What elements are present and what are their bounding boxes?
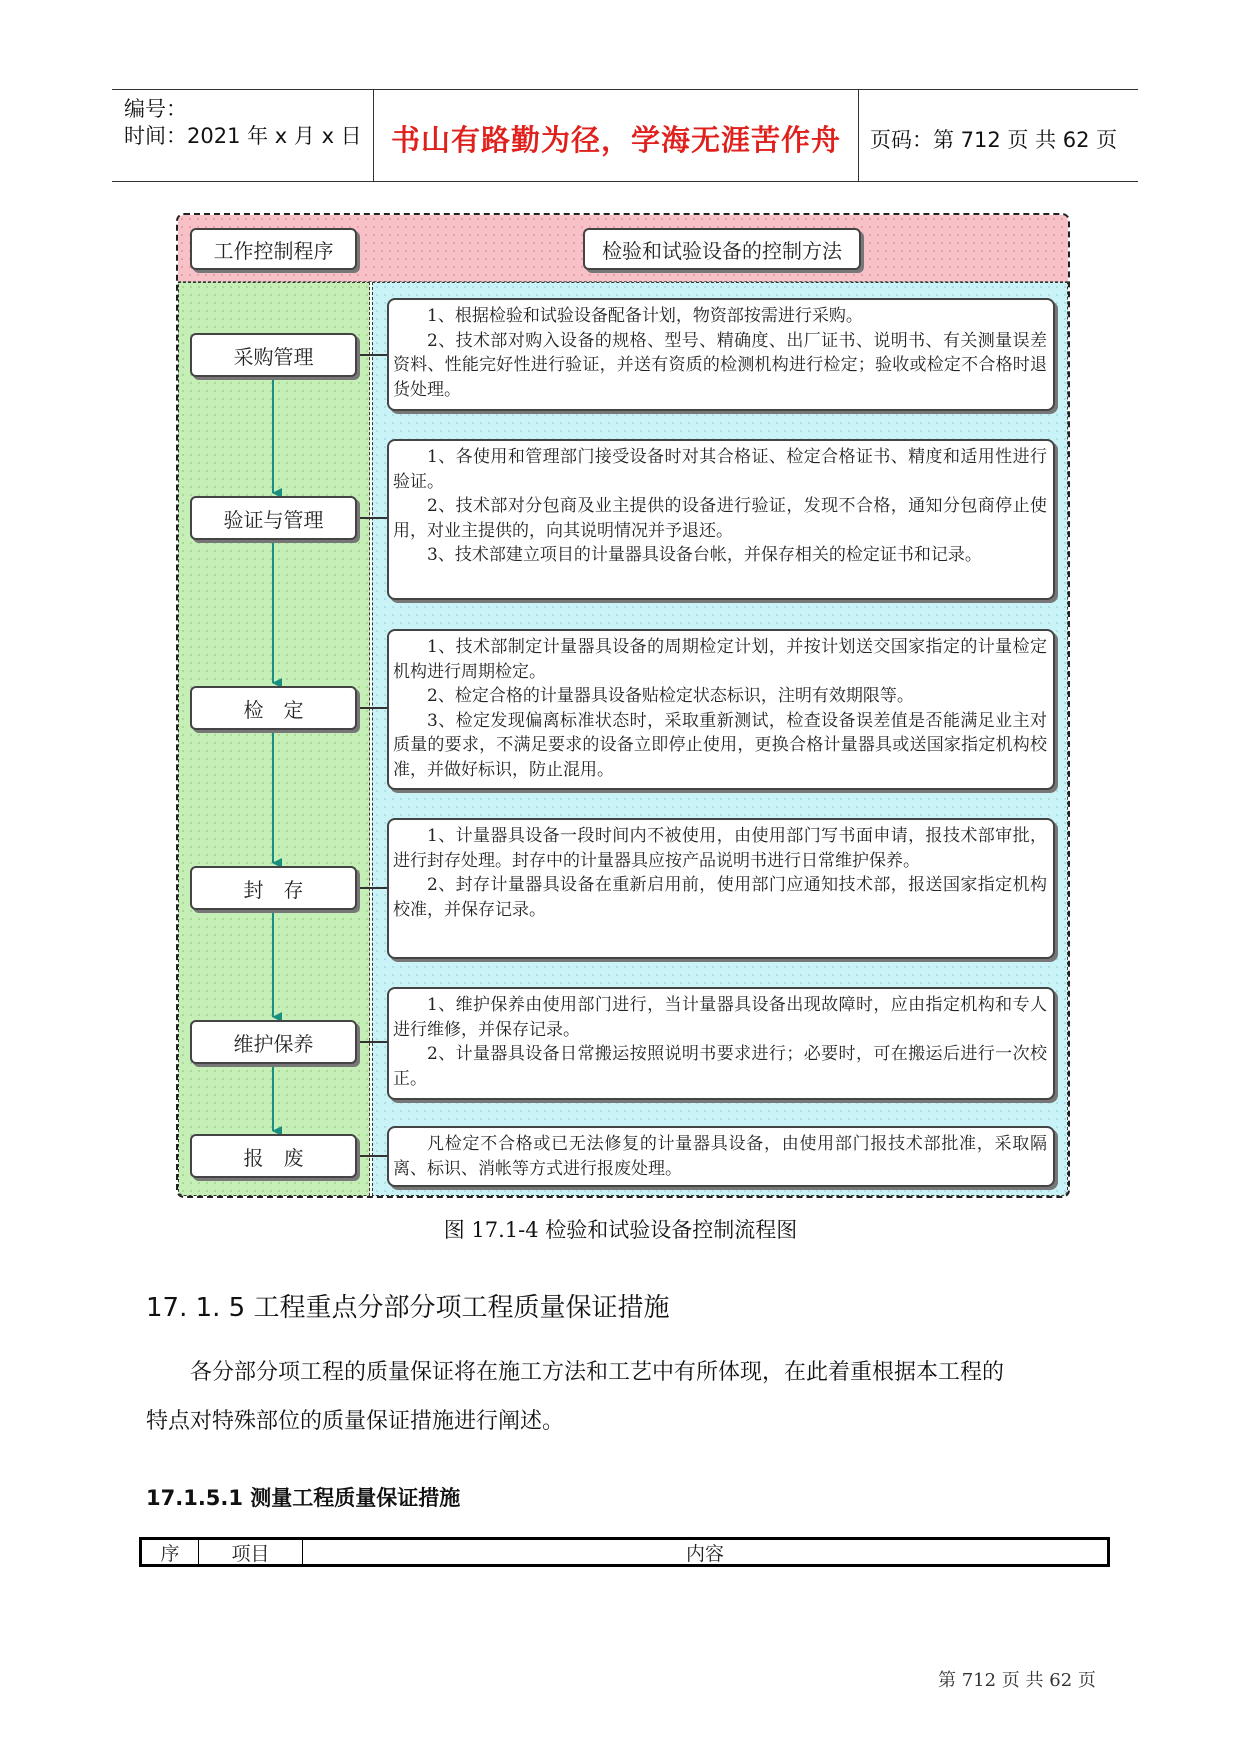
- flow-desc-sealing: [387, 818, 1055, 959]
- header-motto: 书山有路勤为径，学海无涯苦作舟: [390, 123, 841, 157]
- desc-paragraph: 3、技术部建立项目的计量器具设备台帐，并保存相关的检定证书和记录。: [427, 545, 982, 565]
- table-header-cell: 内容: [685, 1542, 724, 1565]
- desc-paragraph: 1、计量器具设备一段时间内不被使用，由使用部门写书面申请，报技术部审批，进行封存处理。封存中的计量器具应按产品说明书进行日常维护保养。: [393, 826, 1047, 871]
- flow-desc-procurement: [387, 298, 1055, 411]
- header-page-label: 页码：第 712 页 共 62 页: [870, 128, 1118, 152]
- desc-paragraph: 1、根据检验和试验设备配备计划，物资部按需进行采购。: [427, 306, 863, 326]
- doc-time-label: 时间：2021 年 x 月 x 日: [124, 124, 362, 148]
- section-heading: 17. 1. 5 工程重点分部分项工程质量保证措施: [146, 1293, 670, 1323]
- flow-desc-calibration: [387, 629, 1055, 790]
- desc-paragraph: 1、技术部制定计量器具设备的周期检定计划，并按计划送交国家指定的计量检定机构进行周期检定。: [393, 637, 1047, 682]
- step-connector: [360, 1041, 388, 1043]
- flow-step-scrapping: 报 废: [190, 1134, 357, 1178]
- section-paragraph: [146, 1348, 1106, 1446]
- table-header-cell: 项目: [199, 1540, 303, 1564]
- flow-step-verification: 验证与管理: [190, 496, 357, 540]
- subsection-heading: 17.1.5.1 测量工程质量保证措施: [146, 1486, 461, 1510]
- desc-paragraph: 2、计量器具设备日常搬运按照说明书要求进行；必要时，可在搬运后进行一次校正。: [393, 1044, 1047, 1089]
- desc-paragraph: 2、检定合格的计量器具设备贴检定状态标识，注明有效期限等。: [427, 686, 914, 706]
- flow-step-procurement: 采购管理: [190, 333, 357, 377]
- desc-paragraph: 2、技术部对购入设备的规格、型号、精确度、出厂证书、说明书、有关测量误差资料、性能完好性进行验证，并送有资质的检测机构进行检定；验收或检定不合格时退货处理。: [393, 330, 1047, 400]
- table-header-cell: 序: [142, 1540, 199, 1564]
- step-connector: [360, 887, 388, 889]
- flow-step-calibration: 检 定: [190, 686, 357, 730]
- desc-paragraph: 凡检定不合格或已无法修复的计量器具设备，由使用部门报技术部批准，采取隔离、标识、消帐等方式进行报废处理。: [393, 1134, 1047, 1179]
- page-footer: 第 712 页 共 62 页: [938, 1670, 1096, 1691]
- desc-paragraph: 1、各使用和管理部门接受设备时对其合格证、检定合格证书、精度和适用性进行验证。: [393, 447, 1047, 492]
- flow-desc-verification: [387, 439, 1055, 600]
- desc-paragraph: 2、技术部对分包商及业主提供的设备进行验证，发现不合格，通知分包商停止使用，对业主提供的，向其说明情况并予退还。: [393, 496, 1047, 541]
- desc-paragraph: 2、封存计量器具设备在重新启用前，使用部门应通知技术部，报送国家指定机构校准，并保存记录。: [393, 875, 1047, 920]
- flow-desc-maintenance: [387, 987, 1055, 1100]
- paragraph-line: 特点对特殊部位的质量保证措施进行阐述。: [146, 1409, 565, 1434]
- paragraph-line: 各分部分项工程的质量保证将在施工方法和工艺中有所体现，在此着重根据本工程的: [190, 1360, 1005, 1385]
- step-connector: [360, 517, 388, 519]
- step-connector: [360, 1155, 388, 1157]
- step-connector: [360, 707, 388, 709]
- desc-paragraph: 3、检定发现偏离标准状态时，采取重新测试，检查设备误差值是否能满足业主对质量的要求，不满足要求的设备立即停止使用，更换合格计量器具或送国家指定机构校准，并做好标识，防止混用。: [393, 710, 1047, 780]
- flow-step-sealing: 封 存: [190, 866, 357, 910]
- step-connector: [360, 354, 388, 356]
- flowchart-left-header: 工作控制程序: [190, 228, 357, 270]
- desc-paragraph: 1、维护保养由使用部门进行，当计量器具设备出现故障时，应由指定机构和专人进行维修，并保存记录。: [393, 995, 1047, 1040]
- flowchart-right-header: 检验和试验设备的控制方法: [583, 228, 861, 270]
- flow-desc-scrapping: [387, 1126, 1055, 1187]
- doc-number-label: 编号：: [124, 97, 187, 121]
- figure-caption: 图 17.1-4 检验和试验设备控制流程图: [443, 1218, 798, 1242]
- measures-table-header: [139, 1537, 1110, 1567]
- flow-step-maintenance: 维护保养: [190, 1020, 357, 1064]
